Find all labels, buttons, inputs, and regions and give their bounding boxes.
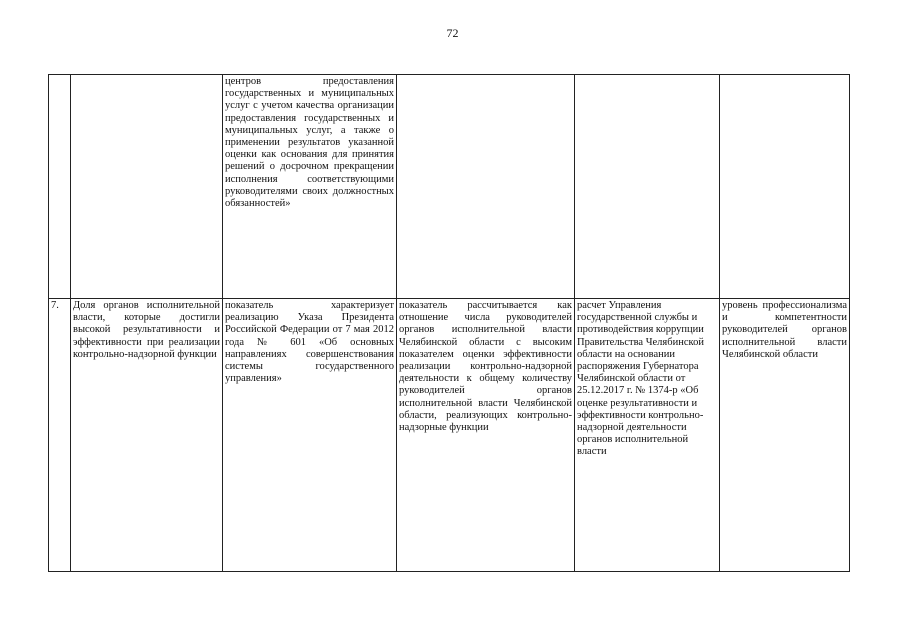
characterizes-cell: уровень профессионализма и компетентности руководителей органов исполнительной власти Челябинской области [720,299,850,572]
source-cell [575,75,720,299]
indicator-name-cell: Доля органов исполнительной власти, которые достигли высокой результативности и эффективности при реализации контрольно-надзорной функции [71,299,223,572]
description-cell: центров предоставления государственных и муниципальных услуг с учетом качества организации предоставления государственных и муниципальных услуг, а также о применении результатов указанной оценки как основания для принятия решений о досрочном прекращении исполнения соответствующими руководителями своих должностных обязанностей» [223,75,397,299]
indicators-table [48,74,850,572]
characterizes-cell [720,75,850,299]
calculation-cell [397,75,575,299]
row-number-cell: 7. [49,299,71,572]
indicator-name-cell [71,75,223,299]
table-row [49,299,850,572]
page-number: 72 [446,26,459,40]
source-cell: расчет Управления государственной службы и противодействия коррупции Правительства Челябинской области на основании распоряжения Губернатора Челябинской области от 25.12.2017 г. № 1374-р «Об оценке результативности и эффективности контрольно-надзорной деятельности органов исполнительной власти [575,299,720,572]
description-cell: показатель характеризует реализацию Указа Президента Российской Федерации от 7 мая 2012 года № 601 «Об основных направлениях совершенствования системы государственного управления» [223,299,397,572]
row-number-cell [49,75,71,299]
calculation-cell: показатель рассчитывается как отношение числа руководителей органов исполнительной власти Челябинской области с высоким показателем оценки эффективности реализации контрольно-надзорной деятельности к общему количеству руководителей органов исполнительной власти Челябинской области, реализующих контрольно-надзорные функции [397,299,575,572]
table-row [49,75,850,299]
